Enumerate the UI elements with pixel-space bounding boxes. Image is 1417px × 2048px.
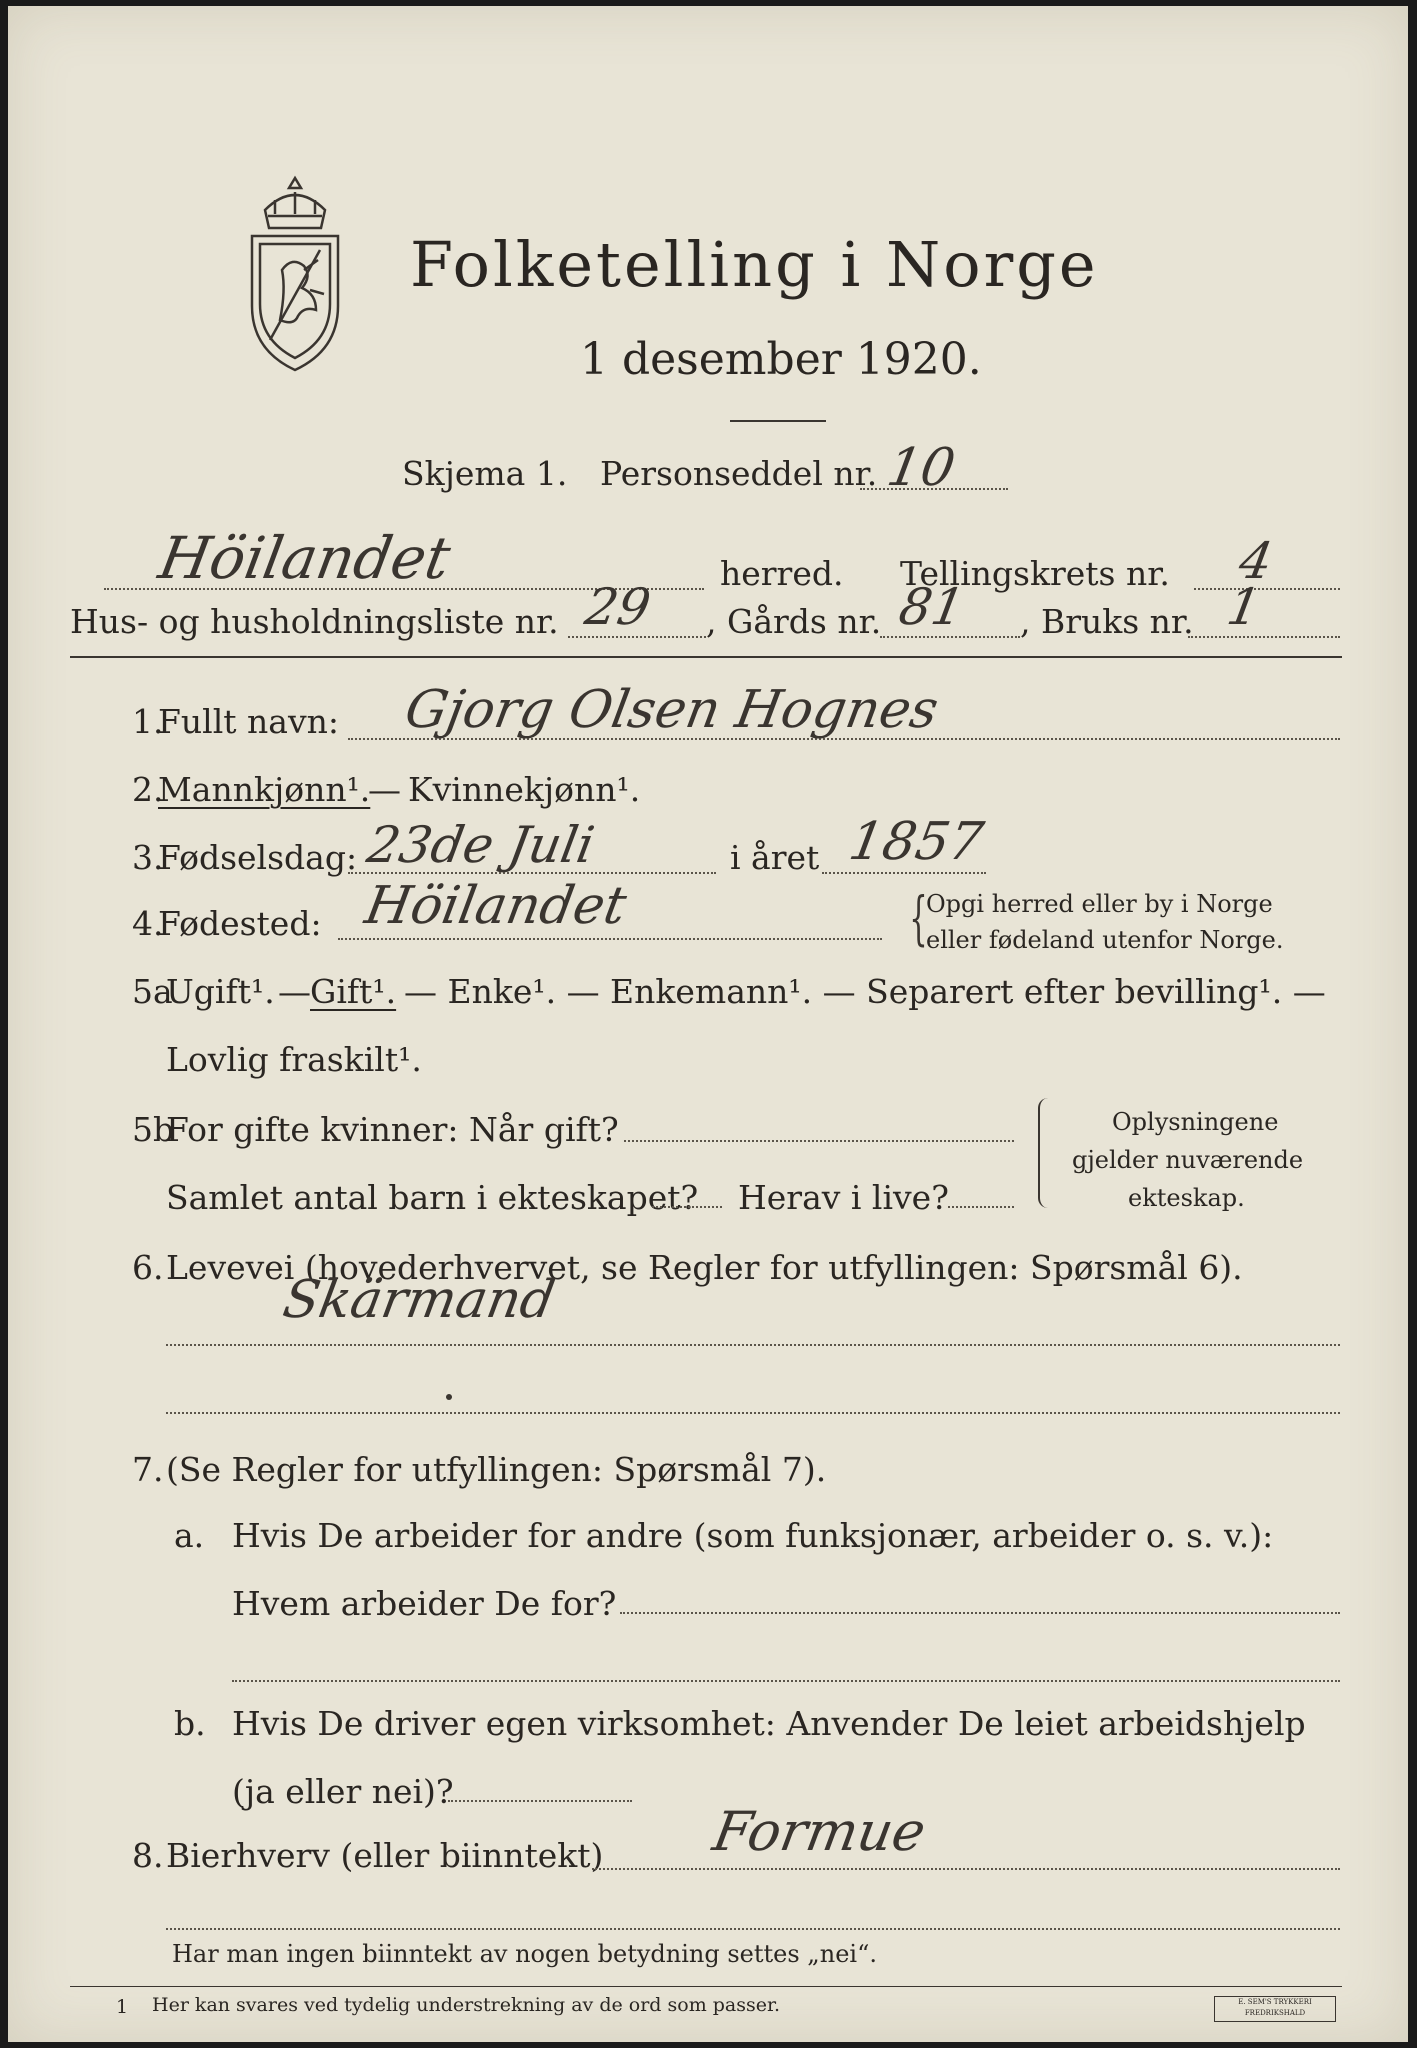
employer-label: Hvem arbeider De for? (232, 1584, 617, 1623)
gift-option[interactable]: Gift¹. (310, 972, 397, 1011)
title-divider (730, 420, 826, 422)
printer-mark: E. SEM'S TRYKKERI FREDRIKSHALD (1214, 1996, 1336, 2022)
form-title: Folketelling i Norge (410, 228, 1099, 301)
employer-question: Hvis De arbeider for andre (som funksjonær, arbeider o. s. v.): (232, 1516, 1274, 1555)
gards-label: , Gårds nr. (706, 602, 882, 641)
form-date: 1 desember 1920. (580, 334, 982, 385)
q7-label: (Se Regler for utfyllingen: Spørsmål 7). (166, 1450, 827, 1489)
tellingskrets-value[interactable]: 4 (1234, 532, 1277, 590)
birthplace-note-2: eller fødeland utenfor Norge. (926, 926, 1284, 954)
footnote-number: 1 (116, 1996, 129, 2018)
personseddel-value[interactable]: 10 (882, 438, 960, 498)
occupation-label: Levevei (hovederhvervet, se Regler for utfyllingen: Spørsmål 6). (166, 1248, 1243, 1287)
full-name-value[interactable]: Gjorg Olsen Hognes (400, 680, 943, 740)
birthplace-label: Fødested: (158, 904, 322, 943)
bruks-label: , Bruks nr. (1020, 602, 1194, 641)
birthdate-value[interactable]: 23de Juli (362, 816, 599, 874)
birth-year-label: i året (730, 838, 820, 877)
hired-help-label: (ja eller nei)? (232, 1772, 454, 1811)
footnote-text: Her kan svares ved tydelig understrekning av de ord som passer. (152, 1994, 781, 2016)
side-income-value[interactable]: Formue (708, 1800, 931, 1863)
full-name-label: Fullt navn: (158, 702, 339, 741)
marriage-note-3: ekteskap. (1128, 1184, 1245, 1212)
header-rule (70, 656, 1342, 658)
ugift-option[interactable]: Ugift¹. (166, 972, 275, 1011)
fraskilt-option[interactable]: Lovlig fraskilt¹. (166, 1040, 422, 1079)
marriage-note-1: Oplysningene (1112, 1108, 1279, 1136)
husliste-value[interactable]: 29 (580, 578, 655, 636)
side-income-label: Bierhverv (eller biinntekt) (166, 1836, 604, 1875)
other-status-options[interactable]: — Enke¹. — Enkemann¹. — Separert efter bevilling¹. — (404, 972, 1326, 1011)
female-option[interactable]: Kvinnekjønn¹. (408, 770, 641, 809)
brace-icon: { (909, 884, 928, 952)
personseddel-label: Personseddel nr. (600, 454, 878, 493)
birth-year-value[interactable]: 1857 (844, 812, 988, 872)
birthdate-label: Fødselsdag: (158, 838, 358, 877)
marriage-note-2: gjelder nuværende (1072, 1146, 1304, 1174)
skjema-label: Skjema 1. (402, 454, 568, 493)
gards-value[interactable]: 81 (894, 578, 969, 636)
census-form: Folketelling i Norge 1 desember 1920. Skjema 1. Personseddel nr. 10 Höilandet herred. Tellingskrets nr. 4 Hus- og husholdningsliste nr. 29 , Gårds nr. 81 , Bruks nr. 1 1. Fullt navn: Gjorg Olsen Hognes 2. Mannkjønn¹. — Kvinnekjønn¹. 3. Fødselsdag: 23de Juli i året 1857 4. Fødested: Höilandet { Opgi herred eller by i Norge eller fødeland utenfor Norge. 5a Ugift¹. — Gift¹. — Enke¹. — Enkemann¹. — Separert efter bevilling¹. — Lovlig fraskilt¹. 5b For gifte kvinner: Når gift? Samlet antal barn i ekteskapet? Herav i live? Oplysningene gjelder nuværende ekteskap. 6. Levevei (hovederhvervet, se Regler for utfyllingen: Spørsmål 6). Skärmand 7. (Se Regler for utfyllingen: Spørsmål 7). a. Hvis De arbeider for andre (som funksjonær, arbeider o. s. v.): Hvem arbeider De for? b. Hvis De driver egen virksomhet: Anvender De leiet arbeidshjelp (ja eller nei)? 8. Bierhverv (eller biinntekt) Formue Har man ingen biinntekt av nogen betydning settes „nei“. 1 Her kan svares ved tydelig understrekning av de ord som passer. E. SEM'S TRYKKERI FREDRIKSHALD (8, 6, 1408, 2042)
husliste-label: Hus- og husholdningsliste nr. (70, 602, 559, 641)
alive-label: Herav i live? (738, 1178, 949, 1217)
footer-note: Har man ingen biinntekt av nogen betydning settes „nei“. (172, 1940, 877, 1968)
male-option[interactable]: Mannkjønn¹. (158, 770, 371, 809)
own-business-question: Hvis De driver egen virksomhet: Anvender De leiet arbeidshjelp (232, 1704, 1306, 1743)
tellingskrets-label: Tellingskrets nr. (900, 554, 1170, 593)
herred-label: herred. (720, 554, 844, 593)
occupation-value[interactable]: Skärmand (278, 1270, 560, 1330)
birthplace-value[interactable]: Höilandet (360, 876, 631, 936)
when-married-label: For gifte kvinner: Når gift? (166, 1110, 619, 1149)
bracket-icon (1038, 1098, 1050, 1208)
children-label: Samlet antal barn i ekteskapet? (166, 1178, 699, 1217)
coat-of-arms-icon (230, 170, 360, 380)
herred-value[interactable]: Höilandet (154, 524, 456, 592)
bruks-value[interactable]: 1 (1222, 578, 1265, 636)
birthplace-note-1: Opgi herred eller by i Norge (926, 890, 1273, 918)
